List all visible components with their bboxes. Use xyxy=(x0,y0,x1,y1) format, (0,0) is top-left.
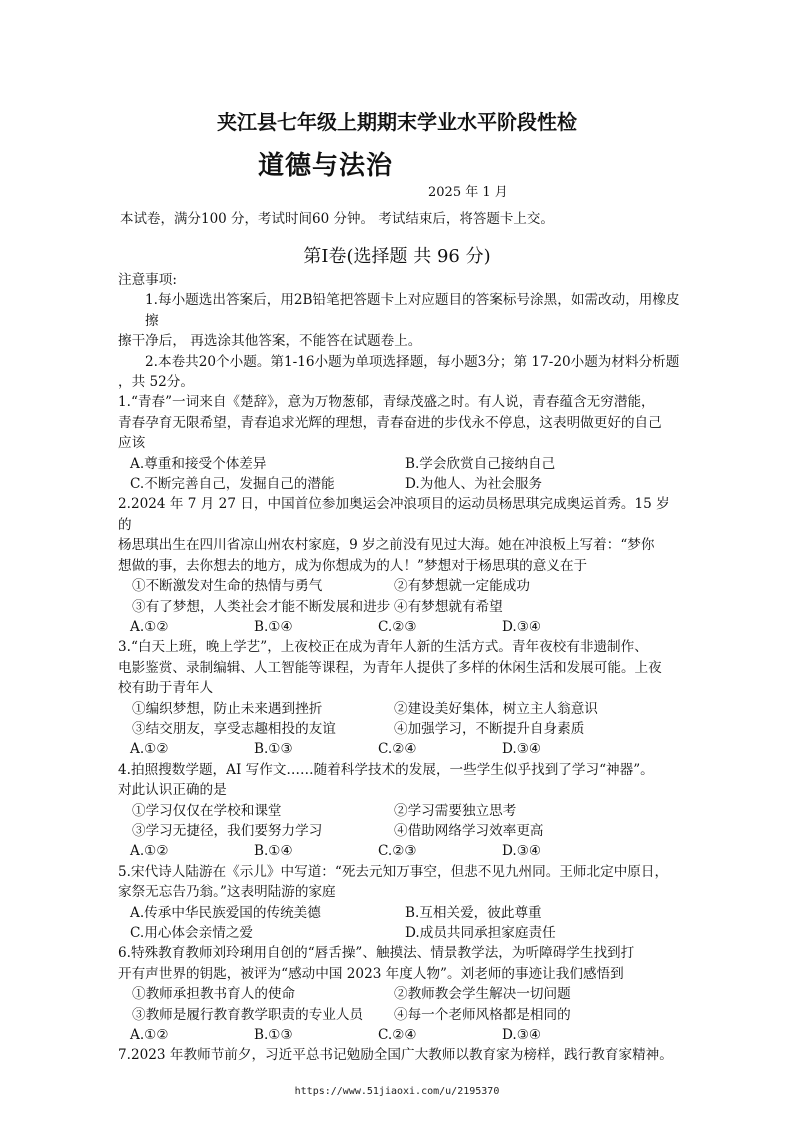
question-4-options xyxy=(118,841,680,861)
note-1-line-2: 擦干净后， 再选涂其他答案，不能答在试题卷上。 xyxy=(118,333,422,350)
question-7-line-1: 7.2023 年教师节前夕，习近平总书记勉励全国广大教师以教育家为榜样，践行教育家精神。 xyxy=(118,1047,673,1064)
question-3-option-c: C.②④ xyxy=(378,741,417,758)
notes-heading: 注意事项: xyxy=(118,272,177,288)
question-4-option-c: C.②③ xyxy=(378,843,417,860)
question-4-statement-4: ④借助网络学习效率更高 xyxy=(394,822,544,839)
subject-title: 道德与法治 xyxy=(258,151,394,181)
question-4-line-2: 对此认识正确的是 xyxy=(118,782,227,799)
exam-date: 2025 年 1 月 xyxy=(428,185,508,200)
question-4-statement-2: ②学习需要独立思考 xyxy=(394,802,517,819)
question-2-line-2: 杨思琪出生在四川省凉山州农村家庭，9 岁之前没有见过大海。她在冲浪板上写着：“梦你 xyxy=(118,537,655,554)
note-2-line-1: 2.本卷共20个小题。第1-16小题为单项选择题，每小题3分；第 17-20小题为材料分析题 xyxy=(145,353,680,370)
question-5-option-c: C.用心体会亲情之爱 xyxy=(130,925,253,941)
question-2-line-3: 想做的事，去你想去的地方，成为你想成为的人！”梦想对于杨思琪的意义在于 xyxy=(118,557,588,574)
question-6-option-d: D.③④ xyxy=(502,1027,542,1044)
footer-url: https://www.51jiaoxi.com/u/2195370 xyxy=(294,1086,500,1097)
question-5-options-row-2 xyxy=(118,923,680,943)
question-1-option-c: C.不断完善自己，发掘自己的潜能 xyxy=(130,476,335,493)
exam-title: 夹江县七年级上期期末学业水平阶段性检 xyxy=(217,110,577,134)
question-4-statements-row-1 xyxy=(118,801,680,821)
question-6-statement-3: ③教师是履行教育教学职责的专业人员 xyxy=(132,1006,364,1023)
exam-body xyxy=(118,270,680,1066)
note-2-line-2: ，共 52分。 xyxy=(118,374,194,391)
question-2-statement-1: ①不断激发对生命的热情与勇气 xyxy=(132,578,323,595)
question-2-option-c: C.②③ xyxy=(378,618,417,635)
question-2-statement-3: ③有了梦想，人类社会才能不断发展和进步 xyxy=(132,598,391,615)
question-4-option-b: B.①④ xyxy=(254,843,293,860)
question-5-option-d: D.成员共同承担家庭责任 xyxy=(405,925,556,941)
question-5-option-a: A.传承中华民族爱国的传统美德 xyxy=(130,904,321,921)
question-3-statement-1: ①编织梦想，防止未来遇到挫折 xyxy=(132,700,323,717)
question-2-statement-2: ②有梦想就一定能成功 xyxy=(394,578,530,595)
question-5-option-b: B.互相关爱，彼此尊重 xyxy=(405,904,542,921)
question-2-statement-4: ④有梦想就有希望 xyxy=(394,598,503,615)
question-3-line-3: 校有助于青年人 xyxy=(118,680,214,697)
question-6-option-c: C.②④ xyxy=(378,1027,417,1044)
question-3-line-2: 电影鉴赏、录制编辑、人工智能等课程，为青年人提供了多样的休闲生活和发展可能。上夜 xyxy=(118,659,662,676)
question-3-option-d: D.③④ xyxy=(502,741,542,758)
question-6-option-b: B.①③ xyxy=(254,1027,293,1044)
question-3-option-b: B.①③ xyxy=(254,741,293,758)
question-6-statement-4: ④每一个老师风格都是相同的 xyxy=(394,1006,571,1023)
question-2-line-1: 2.2024 年 7 月 27 日，中国首位参加奥运会冲浪项目的运动员杨思琪完成奥运首秀。15 岁的 xyxy=(118,496,670,533)
question-6-line-2: 开有声世界的钥匙，被评为“感动中国 2023 年度人物”。刘老师的事迹让我们感悟到 xyxy=(118,965,624,982)
question-4-line-1: 4.拍照搜数学题，AI 写作文……随着科学技术的发展，一些学生似乎找到了学习“神器”。 xyxy=(118,761,654,778)
question-1-line-1: 1.“青春”一词来自《楚辞》，意为万物葱郁，青绿茂盛之时。有人说，青春蕴含无穷潜能， xyxy=(118,394,655,411)
question-1-option-a: A.尊重和接受个体差异 xyxy=(130,455,267,472)
question-6-statements-row-1 xyxy=(118,984,680,1004)
question-3-statements-row-2 xyxy=(118,719,680,739)
question-2-option-b: B.①④ xyxy=(254,618,293,635)
question-6-line-1: 6.特殊教育教师刘玲琍用自创的“唇舌操”、触摸法、情景教学法，为听障碍学生找到打 xyxy=(118,945,635,962)
question-3-options xyxy=(118,739,680,759)
question-2-option-d: D.③④ xyxy=(502,618,542,635)
question-6-statement-1: ①教师承担教书育人的使命 xyxy=(132,986,296,1003)
question-2-statements-row-2 xyxy=(118,597,680,617)
question-4-statement-1: ①学习仅仅在学校和课堂 xyxy=(132,802,282,819)
question-3-statement-3: ③结交朋友，享受志趣相投的友谊 xyxy=(132,720,336,737)
question-5-line-2: 家祭无忘告乃翁。”这表明陆游的家庭 xyxy=(118,884,336,901)
question-3-line-1: 3.“白天上班，晚上学艺”，上夜校正在成为青年人新的生活方式。青年夜校有非遗制作、 xyxy=(118,639,648,656)
question-4-statement-3: ③学习无捷径，我们要努力学习 xyxy=(132,822,323,839)
question-1-option-b: B.学会欣赏自己接纳自己 xyxy=(405,455,556,472)
question-6-options xyxy=(118,1025,680,1045)
question-3-statements-row-1 xyxy=(118,699,680,719)
question-5-line-1: 5.宋代诗人陆游在《示儿》中写道：“死去元知万事空，但悲不见九州同。王师北定中原日， xyxy=(118,863,669,880)
question-5-options-row-1 xyxy=(118,903,680,923)
question-2-option-a: A.①② xyxy=(130,618,169,635)
question-1-option-d: D.为他人、为社会服务 xyxy=(405,476,543,493)
question-4-statements-row-2 xyxy=(118,821,680,841)
question-1-options-row-2 xyxy=(118,474,680,494)
note-1-line-1: 1.每小题选出答案后，用2B铅笔把答题卡上对应题目的答案标号涂黑，如需改动，用橡皮擦 xyxy=(145,292,680,329)
question-2-statements-row-1 xyxy=(118,576,680,596)
question-1-options-row-1 xyxy=(118,454,680,474)
question-1-line-3: 应该 xyxy=(118,435,146,452)
question-4-option-d: D.③④ xyxy=(502,843,542,860)
question-6-statements-row-2 xyxy=(118,1005,680,1025)
question-4-option-a: A.①② xyxy=(130,843,169,860)
question-6-option-a: A.①② xyxy=(130,1027,169,1044)
question-3-statement-4: ④加强学习，不断提升自身素质 xyxy=(394,720,585,737)
exam-intro: 本试卷，满分100 分，考试时间60 分钟。 考试结束后，将答题卡上交。 xyxy=(120,211,554,227)
question-3-option-a: A.①② xyxy=(130,741,169,758)
question-6-statement-2: ②教师教会学生解决一切问题 xyxy=(394,986,571,1003)
question-2-options xyxy=(118,617,680,637)
section-title: 第Ⅰ卷(选择题 共 96 分) xyxy=(303,246,491,267)
question-3-statement-2: ②建设美好集体，树立主人翁意识 xyxy=(394,700,598,717)
question-1-line-2: 青春孕育无限希望，青春追求光辉的理想，青春奋进的步伐永不停息，这表明做更好的自己 xyxy=(118,414,662,431)
